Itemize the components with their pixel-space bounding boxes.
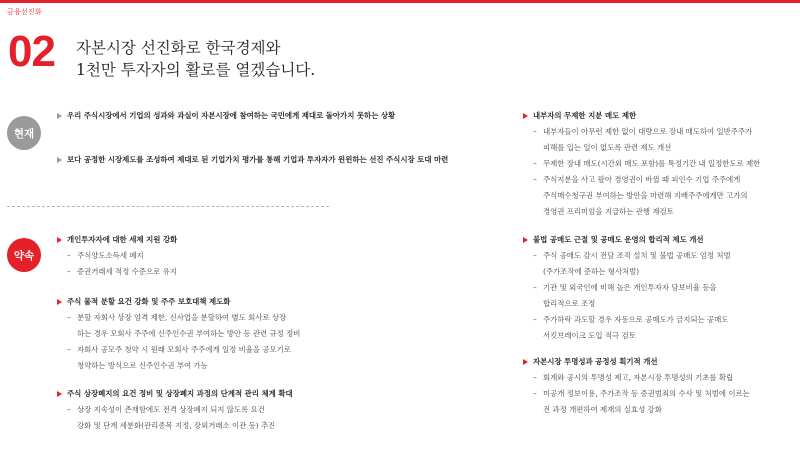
top-accent-line <box>0 0 800 3</box>
promise-sub: – 회계와 공시의 투명성 제고, 자본시장 투명성의 기초를 확립 <box>533 373 734 382</box>
current-item-text: 보다 공정한 시장제도를 조성하여 제대로 된 기업가치 평가를 통해 기업과 투자자가 윈윈하는 선진 주식시장 토대 마련 <box>56 152 448 168</box>
promise-sub: – 증권거래세 적정 수준으로 유지 <box>67 267 177 276</box>
current-item-text: 우리 주식시장에서 기업의 성과와 과실이 자본시장에 참여하는 국민에게 제대로 돌아가지 못하는 상황 <box>56 108 395 124</box>
promise-heading: 자본시장 투명성과 공정성 획기적 개선 <box>522 354 750 370</box>
promise-left-2 <box>56 294 300 374</box>
promise-sub: – 미공개 정보이용, 주가조작 등 증권범죄의 수사 및 처벌에 이르는 전 과정 개편하여 제재의 실효성 강화 <box>533 389 750 414</box>
promise-sub: – 자회사 공모주 청약 시 원래 모회사 주주에게 일정 비율을 공모기로 청약하는 방식으로 신주인수권 부여 가능 <box>67 345 291 370</box>
section-divider <box>7 206 329 207</box>
promise-heading: 개인투자자에 대한 세제 지원 강화 <box>56 232 177 248</box>
promise-heading: 주식 물적 분할 요건 강화 및 주주 보호대책 제도화 <box>56 294 300 310</box>
page-title <box>76 37 315 81</box>
promise-heading: 주식 상장폐지의 요건 정비 및 상장폐지 과정의 단계적 관리 체계 확대 <box>56 386 293 402</box>
section-number: 02 <box>8 27 55 76</box>
promise-right-2 <box>522 232 731 344</box>
section-tag: 금융선진화 <box>7 8 42 16</box>
promise-sub: – 무제한 장내 매도(시간외 매도 포함)를 특정기간 내 일정한도로 제한 <box>533 159 761 168</box>
promise-left-1 <box>56 232 177 280</box>
promise-heading: 내부자의 무제한 지분 매도 제한 <box>522 108 760 124</box>
promise-sub: – 분할 자회사 상장 엄격 제한, 신사업을 분할하여 별도 회사로 상장 하는 경우 모회사 주주에 신주인수권 부여하는 방안 등 관련 규정 정비 <box>67 313 301 338</box>
promise-sub: – 주식지분을 사고 팔아 경영권이 바뀔 때 피인수 기업 주주에게 주식매수청구권 부여하는 방안을 마련해 지배주주에게만 고가의 경영권 프리미엄을 지급하는 관행 재검토 <box>533 175 748 216</box>
promise-right-3 <box>522 354 750 418</box>
promise-sub: – 내부자들이 아무런 제한 없이 대량으로 장내 매도하여 일반주주가 피해를 입는 일이 없도록 관련 제도 개선 <box>533 127 753 152</box>
promise-badge: 약속 <box>7 238 41 272</box>
promise-heading: 불법 공매도 근절 및 공매도 운영의 합리적 제도 개선 <box>522 232 731 248</box>
promise-sub: – 기관 및 외국인에 비해 높은 개인투자자 담보비율 등을 합리적으로 조정 <box>533 283 717 308</box>
current-item-1 <box>56 108 395 124</box>
current-item-2 <box>56 152 448 168</box>
promise-sub: – 주식양도소득세 폐지 <box>67 251 144 260</box>
current-badge: 현재 <box>7 116 41 150</box>
promise-sub: – 주식 공매도 감시 전담 조직 설치 및 불법 공매도 엄정 처벌 (주가조작에 준하는 형사처벌) <box>533 251 731 276</box>
promise-left-3 <box>56 386 293 434</box>
promise-sub: – 상장 지속성이 존재함에도 전격 상장폐지 되지 않도록 요건 강화 및 단계 세분화(관리종목 지정, 장외거래소 이관 등) 추진 <box>67 405 276 430</box>
title-line-1: 자본시장 선진화로 한국경제와 <box>76 39 281 57</box>
promise-sub: – 주가하락 과도할 경우 자동으로 공매도가 금지되는 공매도 서킷브레이크 도입 적극 검토 <box>533 315 729 340</box>
promise-right-1 <box>522 108 760 220</box>
title-line-2: 1천만 투자자의 활로를 열겠습니다. <box>76 61 316 79</box>
